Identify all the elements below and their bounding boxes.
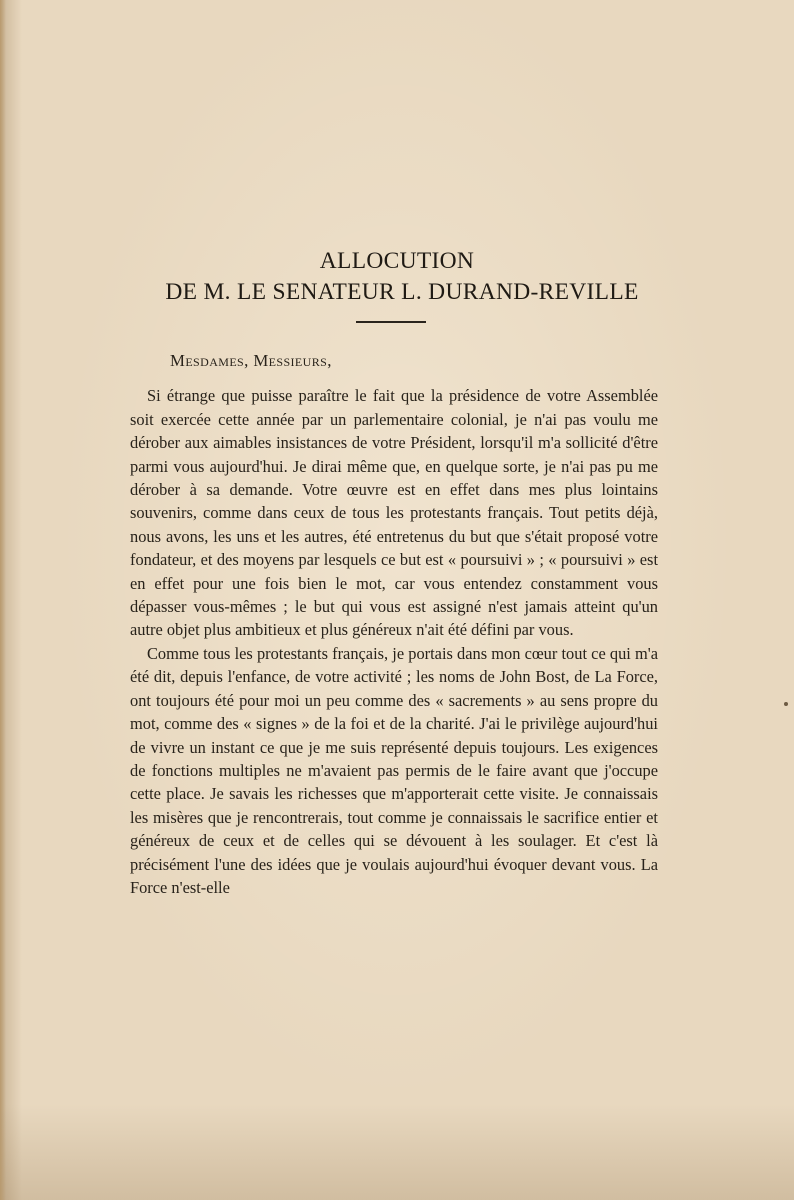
heading-line-2: DE M. LE SENATEUR L. DURAND-REVILLE (165, 279, 639, 305)
page-binding-edge (0, 0, 6, 1200)
salutation: Mesdames, Messieurs, (170, 351, 332, 370)
paragraph-2: Comme tous les protestants français, je portais dans mon cœur tout ce qui m'a été dit, depuis l'enfance, de votre activité ; les noms de John Bost, de La Force, ont toujours été pour moi un peu comme des « sacrements » au sens propre du mot, comme des « signes » de la foi et de la charité. J'ai le privilège aujourd'hui de vivre un instant ce que je me suis représenté depuis toujours. Les exigences de fonctions multiples ne m'avaient pas permis de le faire avant que j'occupe cette place. Je savais les richesses que m'apporterait cette visite. Je connaissais les misères que je rencontrerais, tout comme je connaissais le sacrifice entier et généreux de ceux et de celles qui se dévouent à les soulager. Et c'est là précisément l'une des idées que je voulais aujourd'hui évoquer devant vous. La Force n'est-elle (130, 643, 658, 897)
paragraph-1: Si étrange que puisse paraître le fait que la présidence de votre Assemblée soit exercée cette année par un parlementaire colonial, je n'ai pas voulu me dérober aux aimables insistances de votre Président, lorsqu'il m'a sollicité d'être parmi vous aujourd'hui. Je dirai même que, en quelque sorte, je n'ai pas pu me dérober à sa demande. Votre œuvre est en effet dans mes plus lointains souvenirs, comme dans ceux de tous les protestants français. Tout petits déjà, nous avons, les uns et les autres, été entretenus du but que s'était proposé votre fondateur, et des moyens par lesquels ce but est « poursuivi » ; « poursuivi » est en effet pour une fois bien le mot, car vous entendez constamment vous dépasser vous-mêmes ; le but qui vous est assigné n'est jamais atteint qu'un autre objet plus ambitieux et plus généreux n'ait été défini par vous. (130, 386, 658, 640)
margin-ink-dot (784, 702, 788, 706)
heading-line-1: ALLOCUTION (319, 248, 475, 274)
body-text (130, 349, 658, 899)
heading (0, 246, 794, 307)
heading-rule (356, 321, 426, 323)
